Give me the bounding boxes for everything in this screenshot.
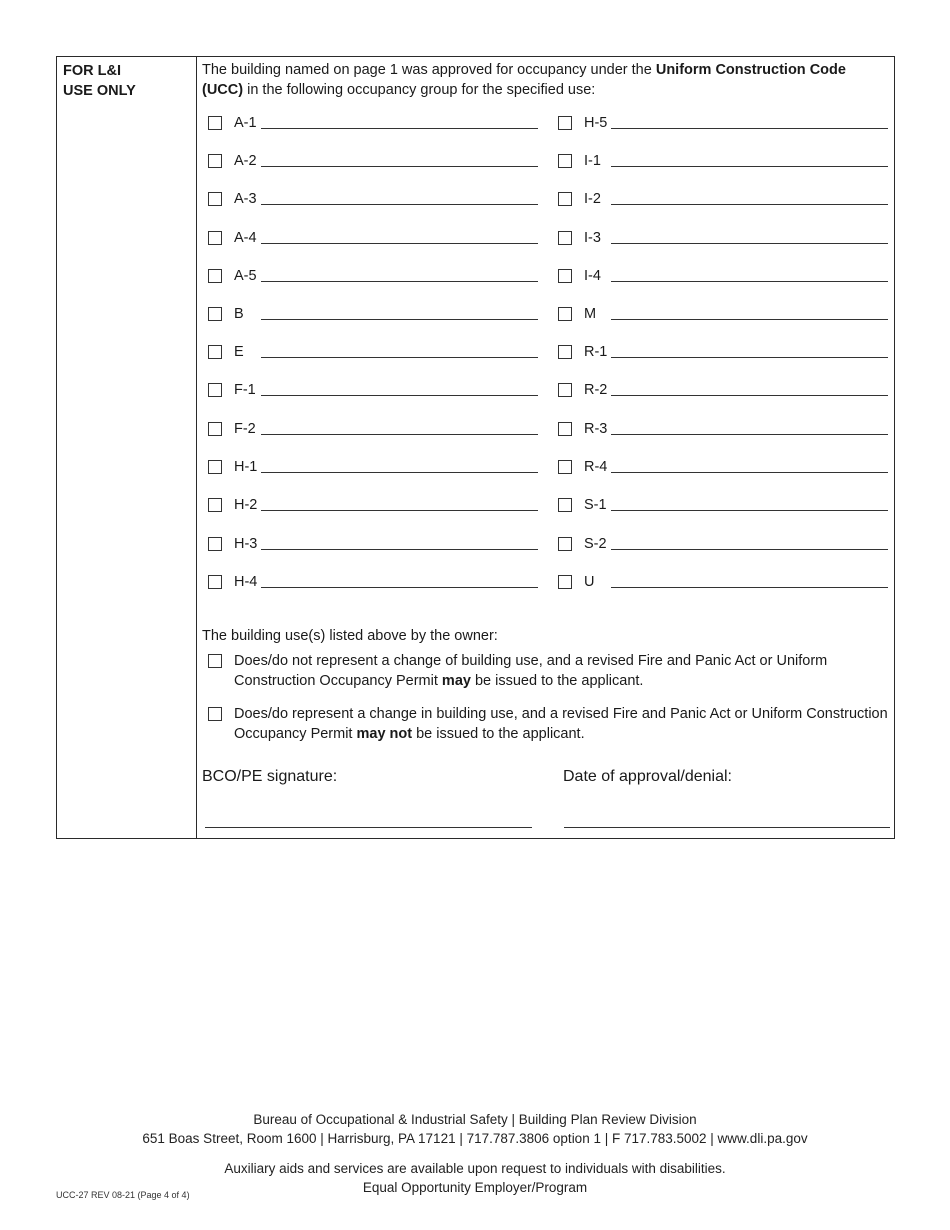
occupancy-option[interactable]	[558, 496, 888, 514]
occupancy-checkbox[interactable]	[558, 269, 572, 283]
occupancy-checkbox[interactable]	[208, 192, 222, 206]
occupancy-label: H-4	[234, 574, 258, 590]
occupancy-use-line[interactable]	[611, 243, 888, 244]
occupancy-option[interactable]	[208, 420, 538, 438]
footer-eoe: Equal Opportunity Employer/Program	[362, 1180, 588, 1195]
occupancy-use-line[interactable]	[261, 357, 538, 358]
occupancy-option[interactable]	[208, 381, 538, 399]
occupancy-use-line[interactable]	[261, 434, 538, 435]
occupancy-option[interactable]	[208, 343, 538, 361]
occupancy-use-line[interactable]	[611, 395, 888, 396]
occupancy-label: B	[234, 306, 244, 322]
side-label	[63, 61, 183, 101]
occupancy-checkbox[interactable]	[558, 231, 572, 245]
occupancy-option[interactable]	[558, 573, 888, 591]
occupancy-label: H-5	[584, 115, 608, 131]
occupancy-option[interactable]	[208, 267, 538, 285]
occupancy-label: R-4	[584, 459, 608, 475]
occupancy-use-line[interactable]	[261, 204, 538, 205]
no-change-text	[234, 651, 888, 691]
occupancy-use-line[interactable]	[261, 166, 538, 167]
occupancy-label: A-4	[234, 230, 257, 246]
occupancy-label: F-2	[234, 421, 256, 437]
occupancy-use-line[interactable]	[611, 434, 888, 435]
occupancy-checkbox[interactable]	[208, 422, 222, 436]
bco-signature-label: BCO/PE signature:	[202, 768, 338, 785]
occupancy-option[interactable]	[558, 152, 888, 170]
occupancy-checkbox[interactable]	[558, 383, 572, 397]
intro-text	[202, 60, 890, 100]
occupancy-use-line[interactable]	[261, 319, 538, 320]
occupancy-label: H-3	[234, 536, 258, 552]
occupancy-checkbox[interactable]	[208, 154, 222, 168]
occupancy-option[interactable]	[208, 573, 538, 591]
occupancy-option[interactable]	[558, 381, 888, 399]
occupancy-use-line[interactable]	[261, 587, 538, 588]
occupancy-checkbox[interactable]	[558, 422, 572, 436]
no-change-text-before: Does/do not represent a change of building use, and a revised Fire and Panic Act or Uniform Construction Occupancy Permit	[234, 653, 828, 689]
change-checkbox[interactable]	[208, 707, 222, 721]
occupancy-checkbox[interactable]	[558, 116, 572, 130]
occupancy-label: I-3	[584, 230, 601, 246]
occupancy-option[interactable]	[558, 229, 888, 247]
occupancy-use-line[interactable]	[611, 281, 888, 282]
occupancy-option[interactable]	[558, 305, 888, 323]
occupancy-option[interactable]	[558, 114, 888, 132]
occupancy-option[interactable]	[208, 229, 538, 247]
occupancy-use-line[interactable]	[611, 549, 888, 550]
occupancy-checkbox[interactable]	[558, 537, 572, 551]
occupancy-option[interactable]	[208, 496, 538, 514]
occupancy-checkbox[interactable]	[208, 537, 222, 551]
column-divider	[196, 56, 197, 839]
occupancy-use-line[interactable]	[261, 128, 538, 129]
occupancy-use-line[interactable]	[611, 587, 888, 588]
owner-use-heading: The building use(s) listed above by the owner:	[202, 628, 498, 644]
occupancy-use-line[interactable]	[261, 510, 538, 511]
intro-bold-abbr: (UCC)	[202, 82, 244, 98]
occupancy-label: S-2	[584, 536, 607, 552]
occupancy-label: U	[584, 574, 595, 590]
occupancy-checkbox[interactable]	[208, 460, 222, 474]
change-text-after: be issued to the applicant.	[412, 726, 585, 742]
occupancy-label: F-1	[234, 382, 256, 398]
occupancy-label: S-1	[584, 497, 607, 513]
occupancy-use-line[interactable]	[261, 395, 538, 396]
footer-accessibility: Auxiliary aids and services are available upon request to individuals with disabilities.	[224, 1161, 726, 1176]
occupancy-use-line[interactable]	[611, 166, 888, 167]
occupancy-use-line[interactable]	[261, 281, 538, 282]
occupancy-option[interactable]	[208, 458, 538, 476]
approval-date-line[interactable]	[564, 827, 890, 828]
occupancy-label: A-1	[234, 115, 257, 131]
occupancy-label: H-2	[234, 497, 258, 513]
occupancy-option[interactable]	[558, 343, 888, 361]
occupancy-label: I-1	[584, 153, 601, 169]
occupancy-checkbox[interactable]	[558, 498, 572, 512]
approval-date-label: Date of approval/denial:	[563, 768, 732, 785]
occupancy-label: A-2	[234, 153, 257, 169]
intro-bold-ucc: Uniform Construction Code	[655, 62, 846, 78]
form-id: UCC-27 REV 08-21 (Page 4 of 4)	[56, 1190, 190, 1200]
no-change-text-bold: may	[441, 673, 471, 689]
no-change-checkbox[interactable]	[208, 654, 222, 668]
change-text-before: Does/do represent a change in building use, and a revised Fire and Panic Act or Uniform Construction Occupancy Permit	[234, 706, 888, 742]
occupancy-use-line[interactable]	[261, 243, 538, 244]
occupancy-label: H-1	[234, 459, 258, 475]
no-change-text-after: be issued to the applicant.	[470, 673, 644, 689]
occupancy-label: A-3	[234, 191, 257, 207]
occupancy-label: R-1	[584, 344, 608, 360]
occupancy-use-line[interactable]	[261, 472, 538, 473]
footer-bureau: Bureau of Occupational & Industrial Safety | Building Plan Review Division	[253, 1112, 697, 1127]
occupancy-label: M	[584, 306, 597, 322]
occupancy-use-line[interactable]	[611, 319, 888, 320]
occupancy-use-line[interactable]	[611, 204, 888, 205]
occupancy-checkbox[interactable]	[558, 460, 572, 474]
intro-after: in the following occupancy group for the specified use:	[243, 82, 596, 98]
occupancy-use-line[interactable]	[611, 357, 888, 358]
occupancy-checkbox[interactable]	[208, 498, 222, 512]
occupancy-use-line[interactable]	[611, 128, 888, 129]
no-change-option[interactable]	[208, 651, 888, 691]
occupancy-checkbox[interactable]	[208, 307, 222, 321]
occupancy-checkbox[interactable]	[558, 192, 572, 206]
occupancy-checkbox[interactable]	[558, 307, 572, 321]
change-text-bold: may not	[356, 726, 413, 742]
occupancy-label: I-2	[584, 191, 601, 207]
occupancy-checkbox[interactable]	[208, 231, 222, 245]
footer-address: 651 Boas Street, Room 1600 | Harrisburg, PA 17121 | 717.787.3806 option 1 | F 717.783.5002 | www.dli.pa.gov	[142, 1131, 808, 1146]
occupancy-option[interactable]	[558, 458, 888, 476]
occupancy-use-line[interactable]	[611, 510, 888, 511]
occupancy-option[interactable]	[208, 152, 538, 170]
change-option[interactable]	[208, 704, 888, 744]
occupancy-label: I-4	[584, 268, 601, 284]
occupancy-option[interactable]	[208, 535, 538, 553]
bco-signature-line[interactable]	[205, 827, 532, 828]
occupancy-checkbox[interactable]	[558, 575, 572, 589]
occupancy-label: E	[234, 344, 244, 360]
occupancy-label: R-2	[584, 382, 608, 398]
occupancy-checkbox[interactable]	[208, 383, 222, 397]
occupancy-checkbox[interactable]	[208, 345, 222, 359]
occupancy-option[interactable]	[558, 535, 888, 553]
occupancy-option[interactable]	[558, 420, 888, 438]
change-text	[234, 704, 888, 744]
occupancy-checkbox[interactable]	[558, 345, 572, 359]
intro-before: The building named on page 1 was approved for occupancy under the	[202, 62, 656, 78]
occupancy-use-line[interactable]	[611, 472, 888, 473]
occupancy-checkbox[interactable]	[208, 269, 222, 283]
occupancy-checkbox[interactable]	[208, 575, 222, 589]
occupancy-checkbox[interactable]	[558, 154, 572, 168]
occupancy-checkbox[interactable]	[208, 116, 222, 130]
occupancy-use-line[interactable]	[261, 549, 538, 550]
occupancy-option[interactable]	[558, 190, 888, 208]
occupancy-label: A-5	[234, 268, 257, 284]
occupancy-option[interactable]	[208, 114, 538, 132]
occupancy-label: R-3	[584, 421, 608, 437]
occupancy-option[interactable]	[208, 190, 538, 208]
side-label-line2: USE ONLY	[63, 83, 136, 99]
occupancy-option[interactable]	[558, 267, 888, 285]
occupancy-option[interactable]	[208, 305, 538, 323]
side-label-line1: FOR L&I	[63, 63, 121, 79]
